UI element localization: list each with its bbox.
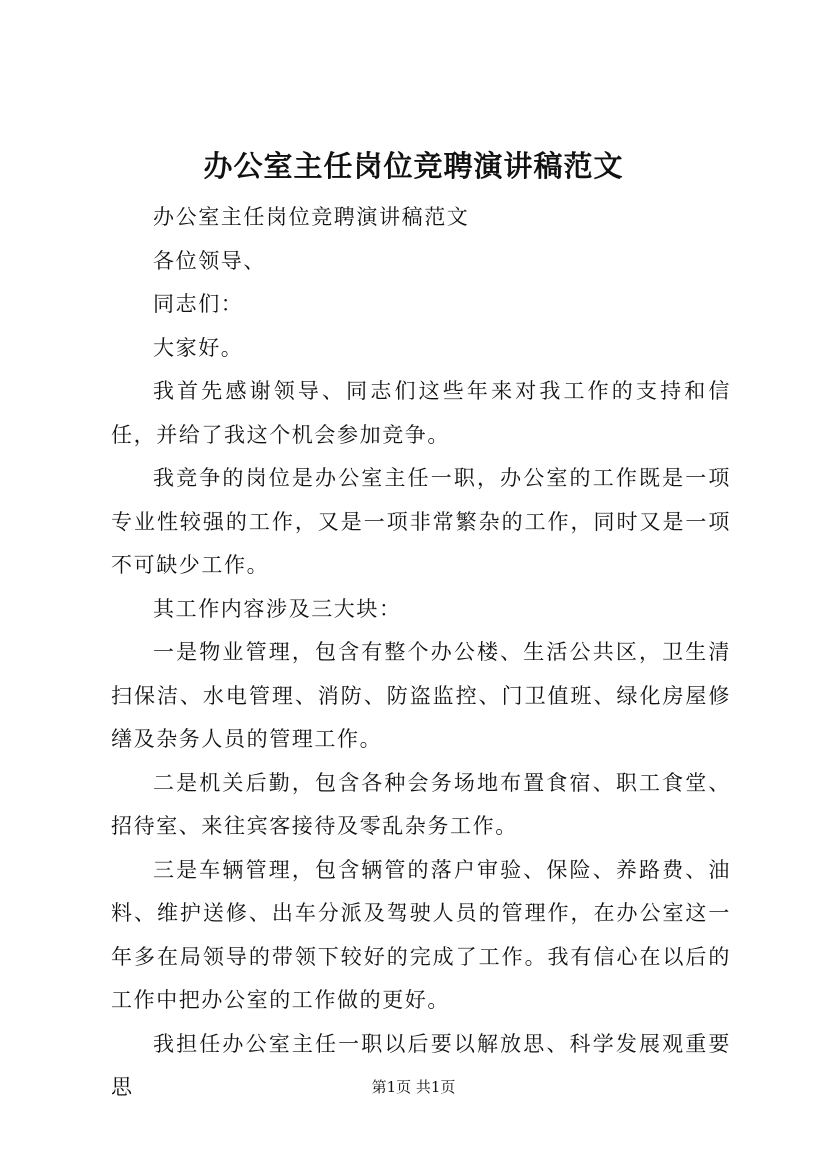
document-body bbox=[111, 196, 731, 1110]
paragraph-property-management: 一是物业管理，包含有整个办公楼、生活公共区，卫生清扫保洁、水电管理、消防、防盗监控、门卫值班、绿化房屋修缮及杂务人员的管理工作。 bbox=[111, 640, 731, 751]
paragraph-salutation-leaders: 各位领导、 bbox=[153, 248, 266, 273]
paragraph-salutation-comrades: 同志们： bbox=[153, 292, 244, 316]
paragraph-position: 我竞争的岗位是办公室主任一职，办公室的工作既是一项专业性较强的工作，又是一项非常繁杂的工作，同时又是一项不可缺少工作。 bbox=[111, 466, 731, 577]
paragraph-scope-intro: 其工作内容涉及三大块： bbox=[153, 596, 402, 621]
paragraph-vehicle-management: 三是车辆管理，包含辆管的落户审验、保险、养路费、油料、维护送修、出车分派及驾驶人员的管理作，在办公室这一年多在局领导的带领下较好的完成了工作。我有信心在以后的工作中把办公室的工作做的更好。 bbox=[111, 857, 731, 1012]
paragraph-logistics: 二是机关后勤，包含各种会务场地布置食宿、职工食堂、招待室、来往宾客接待及零乱杂务工作。 bbox=[111, 770, 731, 838]
paragraph-subtitle: 办公室主任岗位竞聘演讲稿范文 bbox=[153, 205, 470, 229]
paragraph-thanks: 我首先感谢领导、同志们这些年来对我工作的支持和信任，并给了我这个机会参加竞争。 bbox=[111, 379, 731, 447]
paragraph-greeting: 大家好。 bbox=[153, 335, 244, 360]
page-footer: 第1页 共1页 bbox=[371, 1078, 456, 1096]
document-title: 办公室主任岗位竞聘演讲稿范文 bbox=[203, 149, 624, 183]
paragraph-commitment: 我担任办公室主任一职以后要以解放思、科学发展观重要思 bbox=[111, 1031, 731, 1099]
